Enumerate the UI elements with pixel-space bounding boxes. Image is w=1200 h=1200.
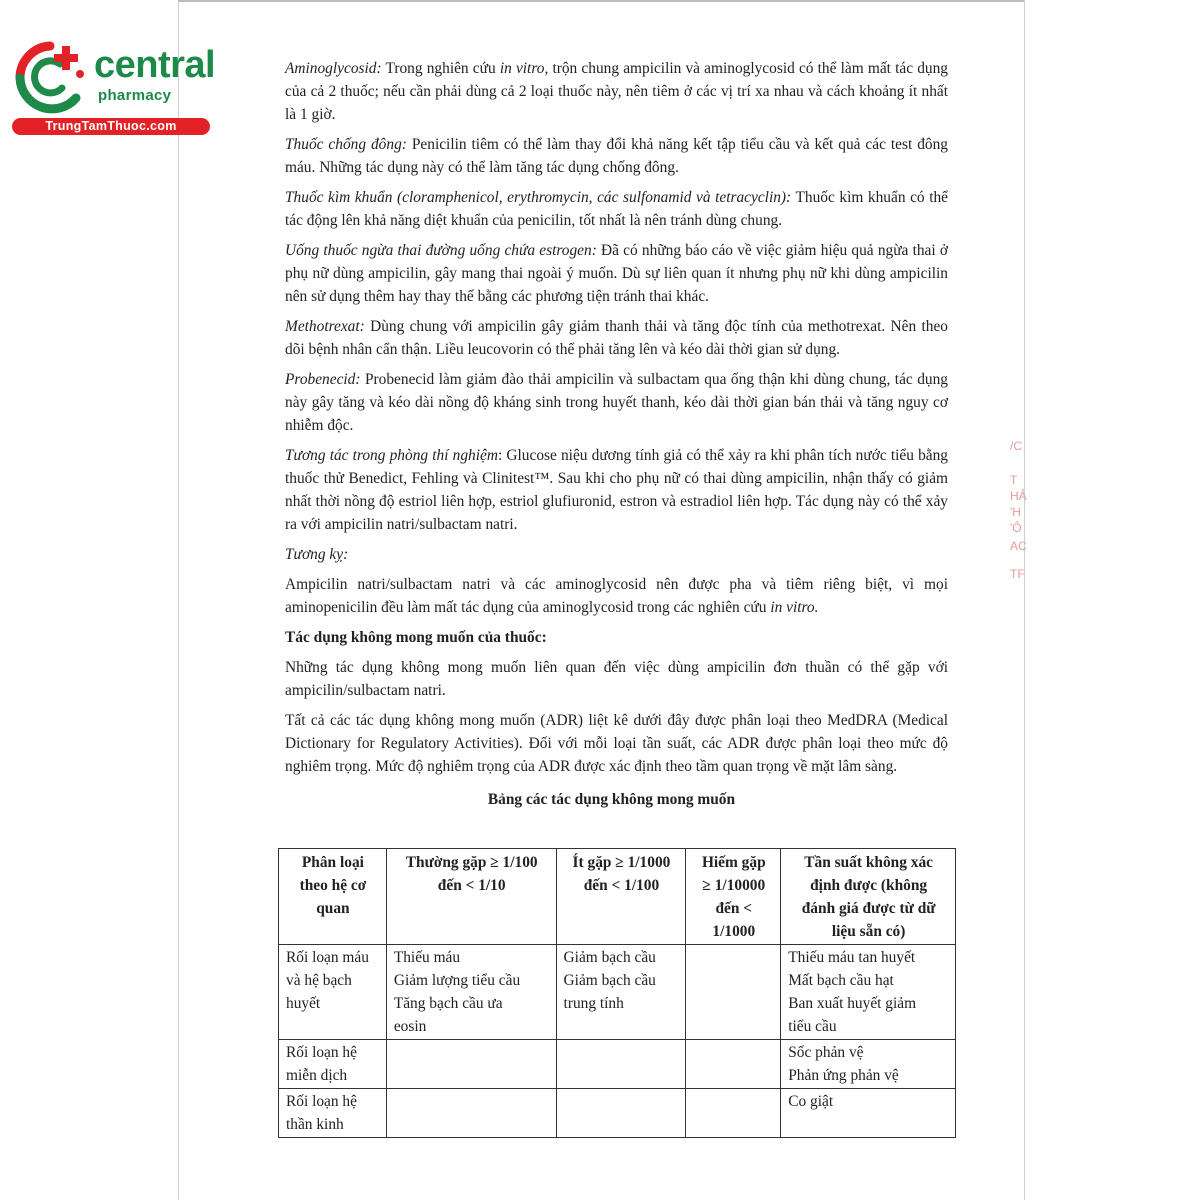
header-line: đến < 1/100 xyxy=(583,877,660,894)
stamp-fragment: 'Ô xyxy=(1010,521,1022,535)
cell-line: Phản ứng phản vệ xyxy=(788,1067,899,1084)
interaction-section xyxy=(285,57,948,619)
paragraph-text: Trong nghiên cứu xyxy=(381,60,500,77)
cell-line: trung tính xyxy=(563,995,624,1012)
table-header-cell xyxy=(781,849,956,945)
cell-line: miễn dịch xyxy=(286,1067,348,1084)
table-cell-uncommon xyxy=(556,1040,686,1089)
cell-line: Thiếu máu tan huyết xyxy=(788,949,916,966)
adr-table xyxy=(278,848,956,1138)
page-top-edge xyxy=(178,0,1024,2)
paragraph-text: Dùng chung với ampicilin gây giảm thanh thải và tăng độc tính của methotrexat. Nên theo dõi bệnh nhân cẩn thận. Liều leucovorin có thể phải tăng lên và kéo dài thời gian sử dụng. xyxy=(285,318,948,358)
stamp-fragment: HẢ xyxy=(1010,489,1027,503)
interaction-paragraph xyxy=(285,368,948,437)
paragraph-text: in vitro. xyxy=(770,599,819,616)
table-cell-common xyxy=(386,945,556,1040)
central-pharmacy-logo[interactable] xyxy=(10,38,215,138)
cell-line: Rối loạn hệ xyxy=(286,1093,357,1110)
cell-line: Sốc phản vệ xyxy=(788,1044,864,1061)
brand-subtitle: pharmacy xyxy=(98,87,172,104)
interaction-paragraph xyxy=(285,315,948,361)
table-cell-rare xyxy=(686,1040,781,1089)
table-caption: Bảng các tác dụng không mong muốn xyxy=(487,791,736,808)
cell-line: Tăng bạch cầu ưa xyxy=(393,995,503,1012)
header-line: Thường gặp ≥ 1/100 xyxy=(405,854,538,871)
header-line: ≥ 1/10000 xyxy=(702,877,766,894)
cell-line: Rối loạn máu xyxy=(286,949,369,966)
page-left-edge xyxy=(178,0,179,1200)
table-header-row xyxy=(279,849,956,945)
table-cell-unknown xyxy=(781,1040,956,1089)
stamp-fragment: 'H xyxy=(1010,505,1021,519)
brand-name: central xyxy=(94,44,216,86)
interaction-paragraph xyxy=(285,573,948,619)
cell-line: Mất bạch cầu hạt xyxy=(788,972,894,989)
adr-paragraph: Những tác dụng không mong muốn liên quan đến việc dùng ampicilin đơn thuần có thể gặp với ampicilin/sulbactam natri. xyxy=(285,659,948,699)
table-header-cell xyxy=(686,849,781,945)
paragraph-text: Penicilin tiêm có thể làm thay đổi khả năng kết tập tiểu cầu và kết quả các test đông máu. Những tác dụng này có thể làm tăng tác dụng chống đông. xyxy=(285,136,948,176)
table-row xyxy=(279,1040,956,1089)
cell-line: thần kinh xyxy=(286,1116,344,1133)
paragraph-text: : Glucose niệu dương tính giả có thể xảy ra khi phân tích nước tiểu bằng thuốc thử Benedict, Fehling và Clinitest™. Sau khi cho phụ nữ có thai dùng ampicilin, nhận thấy có giảm nhất thời nồng độ estriol liên hợp, estriol glufiuronid, estron và estradiol liên hợp. Tác dụng này có thể xảy ra với ampicilin natri/sulbactam natri. xyxy=(285,447,949,533)
red-stamp-fragment xyxy=(1010,440,1032,590)
table-cell-organ xyxy=(279,1089,387,1138)
table-header-cell xyxy=(386,849,556,945)
table-cell-uncommon xyxy=(556,945,686,1040)
adr-paragraph: Tất cả các tác dụng không mong muốn (ADR) liệt kê dưới đây được phân loại theo MedDRA (Medical Dictionary for Regulatory Activities). Đối với mỗi loại tần suất, các ADR được phân loại theo mức độ nghiêm trọng. Mức độ nghiêm trọng của ADR được xác định theo tầm quan trọng về mặt lâm sàng. xyxy=(285,712,948,775)
paragraph-lead: Uống thuốc ngừa thai đường uống chứa estrogen: xyxy=(285,242,597,259)
paragraph-text: Ampicilin natri/sulbactam natri và các aminoglycosid nên được pha và tiêm riêng biệt, vì mọi aminopenicilin đều làm mất tác dụng của aminoglycosid trong các nghiên cứu xyxy=(285,576,948,616)
adr-heading: Tác dụng không mong muốn của thuốc: xyxy=(285,629,547,646)
table-cell-organ xyxy=(279,945,387,1040)
stamp-fragment: /C xyxy=(1010,439,1022,453)
cell-line: Giảm bạch cầu xyxy=(563,949,656,966)
table-cell-common xyxy=(386,1089,556,1138)
central-logo-icon xyxy=(10,38,92,116)
cell-line: tiểu cầu xyxy=(788,1018,837,1035)
paragraph-text: Probenecid làm giảm đào thải ampicilin và sulbactam qua ống thận khi dùng chung, tác dụng này gây tăng và kéo dài nồng độ kháng sinh trong huyết thanh, kéo dài thời gian bán thải và tăng nguy cơ nhiễm độc. xyxy=(285,371,948,434)
interaction-paragraph xyxy=(285,444,948,536)
paragraph-lead: Aminoglycosid: xyxy=(285,60,382,77)
cell-line: Ban xuất huyết giảm xyxy=(788,995,917,1012)
header-line: Phân loại xyxy=(301,854,364,871)
paragraph-text: in vitro, xyxy=(499,60,549,77)
interaction-paragraph xyxy=(285,186,948,232)
stamp-fragment: AC xyxy=(1010,539,1027,553)
paragraph-text: Đã có những báo cáo về việc giảm hiệu quả ngừa thai ở phụ nữ dùng ampicilin, gây mang thai ngoài ý muốn. Dù sự liên quan ít nhưng phụ nữ khi dùng ampicilin nên sử dụng thêm hay thay thế bằng các phương tiện tránh thai khác. xyxy=(285,242,948,305)
paragraph-lead: Probenecid: xyxy=(285,371,361,388)
paragraph-lead: Methotrexat: xyxy=(285,318,365,335)
paragraph-text: Thuốc kìm khuẩn có thể tác động lên khả năng diệt khuẩn của penicilin, tốt nhất là nên tránh dùng chung. xyxy=(285,189,948,229)
document-body xyxy=(285,57,948,811)
interaction-paragraph xyxy=(285,57,948,126)
cell-line: Thiếu máu xyxy=(393,949,461,966)
paragraph-text: trộn chung ampicilin và aminoglycosid có thể làm mất tác dụng của cả 2 thuốc; nếu cần phải dùng cả 2 loại thuốc này, nên tiêm ở các vị trí xa nhau và cách khoảng ít nhất là 1 giờ. xyxy=(285,60,948,123)
cell-line: Rối loạn hệ xyxy=(286,1044,357,1061)
table-cell-uncommon xyxy=(556,1089,686,1138)
header-line: đến < 1/10 xyxy=(437,877,506,894)
header-line: liệu sẵn có) xyxy=(831,923,906,940)
cell-line: Co giật xyxy=(788,1093,834,1110)
header-line: quan xyxy=(316,900,350,917)
interaction-paragraph xyxy=(285,543,948,566)
cell-line: Giảm lượng tiểu cầu xyxy=(393,972,521,989)
stamp-fragment: TF xyxy=(1010,567,1025,581)
header-line: đánh giá được từ dữ xyxy=(801,900,936,917)
stamp-fragment: T xyxy=(1010,473,1018,487)
table-cell-organ xyxy=(279,1040,387,1089)
table-cell-common xyxy=(386,1040,556,1089)
interaction-paragraph xyxy=(285,133,948,179)
cell-line: huyết xyxy=(286,995,321,1012)
table-row xyxy=(279,945,956,1040)
cell-line: và hệ bạch xyxy=(286,972,352,989)
paragraph-lead: Tương kỵ: xyxy=(285,546,349,563)
table-header-cell xyxy=(556,849,686,945)
table-cell-rare xyxy=(686,1089,781,1138)
header-line: Hiếm gặp xyxy=(701,854,766,871)
paragraph-lead: Thuốc kìm khuẩn (cloramphenicol, erythromycin, các sulfonamid và tetracyclin): xyxy=(285,189,792,206)
paragraph-lead: Tương tác trong phòng thí nghiệm xyxy=(285,447,498,464)
header-line: Ít gặp ≥ 1/1000 xyxy=(572,854,671,871)
header-line: đến < xyxy=(715,900,753,917)
interaction-paragraph xyxy=(285,239,948,308)
header-line: Tần suất không xác xyxy=(804,854,933,871)
header-line: 1/1000 xyxy=(712,923,756,940)
page-right-edge xyxy=(1024,0,1025,1200)
table-header-cell xyxy=(279,849,387,945)
brand-url-badge[interactable]: TrungTamThuoc.com xyxy=(12,118,210,135)
header-line: theo hệ cơ xyxy=(299,877,367,894)
cell-line: Giảm bạch cầu xyxy=(563,972,656,989)
table-cell-unknown xyxy=(781,945,956,1040)
table-row xyxy=(279,1089,956,1138)
paragraph-lead: Thuốc chống đông: xyxy=(285,136,407,153)
cell-line: eosin xyxy=(393,1018,427,1035)
table-cell-rare xyxy=(686,945,781,1040)
table-cell-unknown xyxy=(781,1089,956,1138)
header-line: định được (không xyxy=(810,877,928,894)
